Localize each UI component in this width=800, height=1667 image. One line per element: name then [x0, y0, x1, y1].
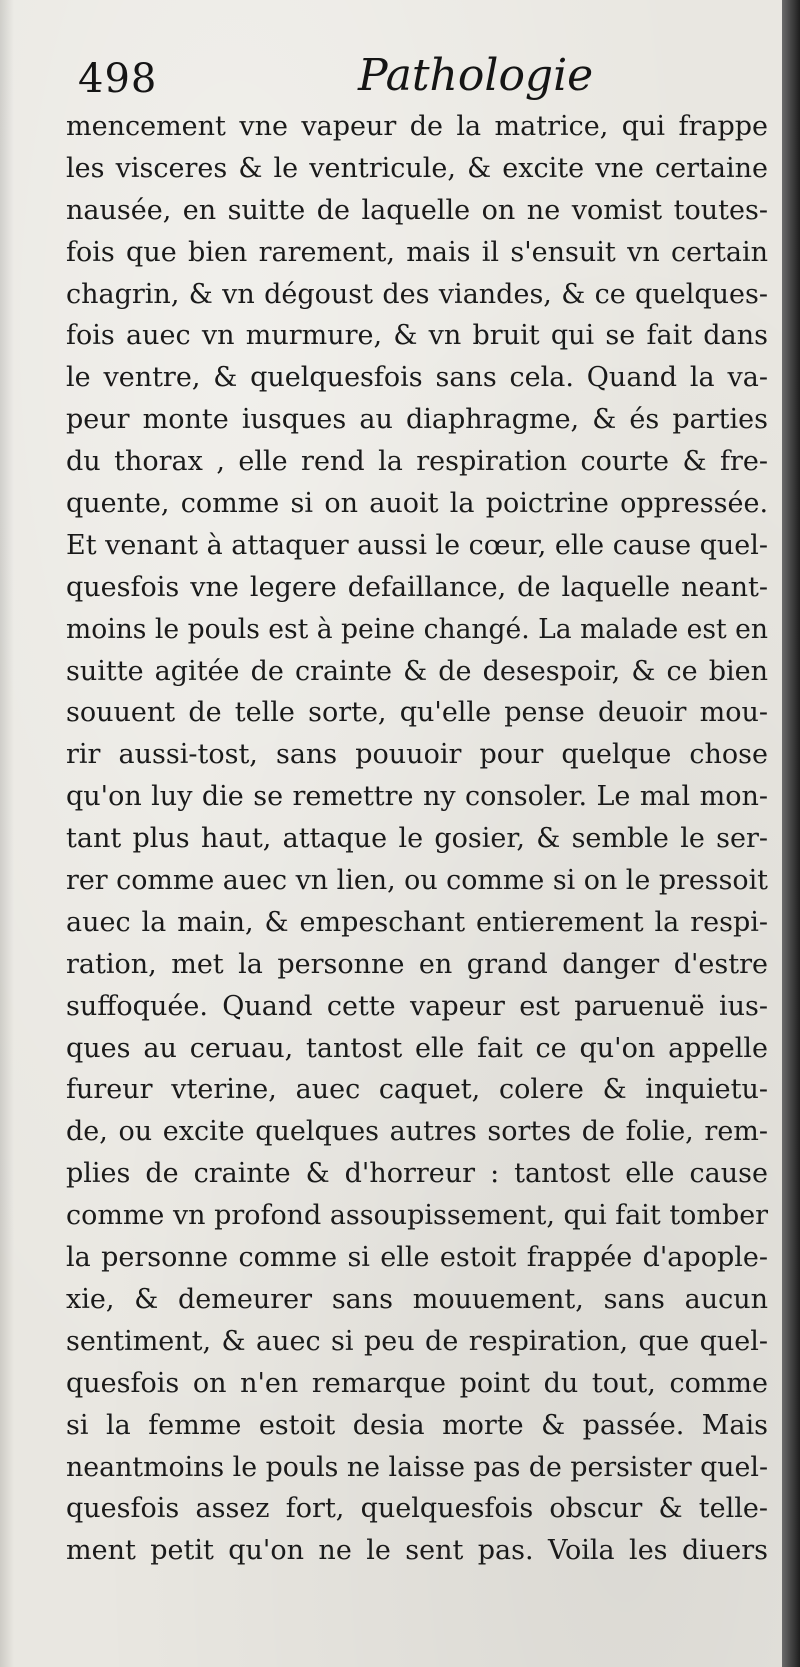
- text-line: du thorax , elle rend la respiration courte & fre-: [66, 446, 768, 478]
- text-line: ration, met la personne en grand danger d'estre: [66, 948, 768, 980]
- text-line: neantmoins le pouls ne laisse pas de persister quel-: [66, 1451, 768, 1483]
- page-number: 498: [78, 56, 158, 102]
- text-line: qu'on luy die se remettre ny consoler. Le mal mon-: [66, 781, 768, 813]
- text-line: comme vn profond assoupissement, qui fait tomber: [66, 1200, 768, 1232]
- text-line: suitte agitée de crainte & de desespoir, & ce bien: [66, 655, 768, 687]
- text-line: ques au ceruau, tantost elle fait ce qu'on appelle: [66, 1032, 768, 1064]
- text-line: peur monte iusques au diaphragme, & és parties: [66, 404, 768, 436]
- text-line: auec la main, & empeschant entierement la respi-: [66, 906, 768, 938]
- text-line: quesfois vne legere defaillance, de laquelle neant-: [66, 571, 768, 603]
- text-line: sentiment, & auec si peu de respiration, que quel-: [66, 1325, 768, 1357]
- text-line: souuent de telle sorte, qu'elle pense deuoir mou-: [66, 697, 768, 729]
- gutter-shadow: [0, 0, 14, 1667]
- text-line: quente, comme si on auoit la poictrine oppressée.: [66, 488, 768, 520]
- text-line: fois que bien rarement, mais il s'ensuit vn certain: [66, 236, 768, 268]
- text-line: Et venant à attaquer aussi le cœur, elle cause quel-: [66, 529, 768, 561]
- text-line: mencement vne vapeur de la matrice, qui frappe: [66, 111, 768, 142]
- text-line: fois auec vn murmure, & vn bruit qui se fait dans: [66, 320, 768, 352]
- text-line: nausée, en suitte de laquelle on ne vomist toutes-: [66, 194, 768, 226]
- text-line: xie, & demeurer sans mouuement, sans aucun: [66, 1283, 768, 1315]
- text-line: chagrin, & vn dégoust des viandes, & ce quelques-: [66, 278, 768, 310]
- body-text: [66, 106, 768, 1572]
- text-line: tant plus haut, attaque le gosier, & semble le ser-: [66, 823, 768, 855]
- text-line: quesfois on n'en remarque point du tout, comme: [66, 1367, 768, 1399]
- text-line: quesfois assez fort, quelquesfois obscur & telle-: [66, 1493, 768, 1525]
- page-header: [78, 50, 758, 106]
- page-edge: [782, 0, 800, 1667]
- text-line: si la femme estoit desia morte & passée. Mais: [66, 1409, 768, 1441]
- running-title: Pathologie: [358, 50, 594, 101]
- text-line: rir aussi-tost, sans pouuoir pour quelque chose: [66, 739, 768, 771]
- text-line: plies de crainte & d'horreur : tantost elle cause: [66, 1158, 768, 1190]
- text-line: moins le pouls est à peine changé. La malade est en: [66, 613, 768, 645]
- text-line: la personne comme si elle estoit frappée d'apople-: [66, 1242, 768, 1274]
- text-line: rer comme auec vn lien, ou comme si on le pressoit: [66, 865, 768, 897]
- text-line: suffoquée. Quand cette vapeur est paruenuë ius-: [66, 990, 768, 1022]
- text-line: le ventre, & quelquesfois sans cela. Quand la va-: [66, 362, 768, 394]
- text-line: ment petit qu'on ne le sent pas. Voila les diuers: [66, 1535, 768, 1567]
- text-line: fureur vterine, auec caquet, colere & inquietu-: [66, 1074, 768, 1106]
- text-line: les visceres & le ventricule, & excite vne certaine: [66, 152, 768, 184]
- text-line: de, ou excite quelques autres sortes de folie, rem-: [66, 1116, 768, 1148]
